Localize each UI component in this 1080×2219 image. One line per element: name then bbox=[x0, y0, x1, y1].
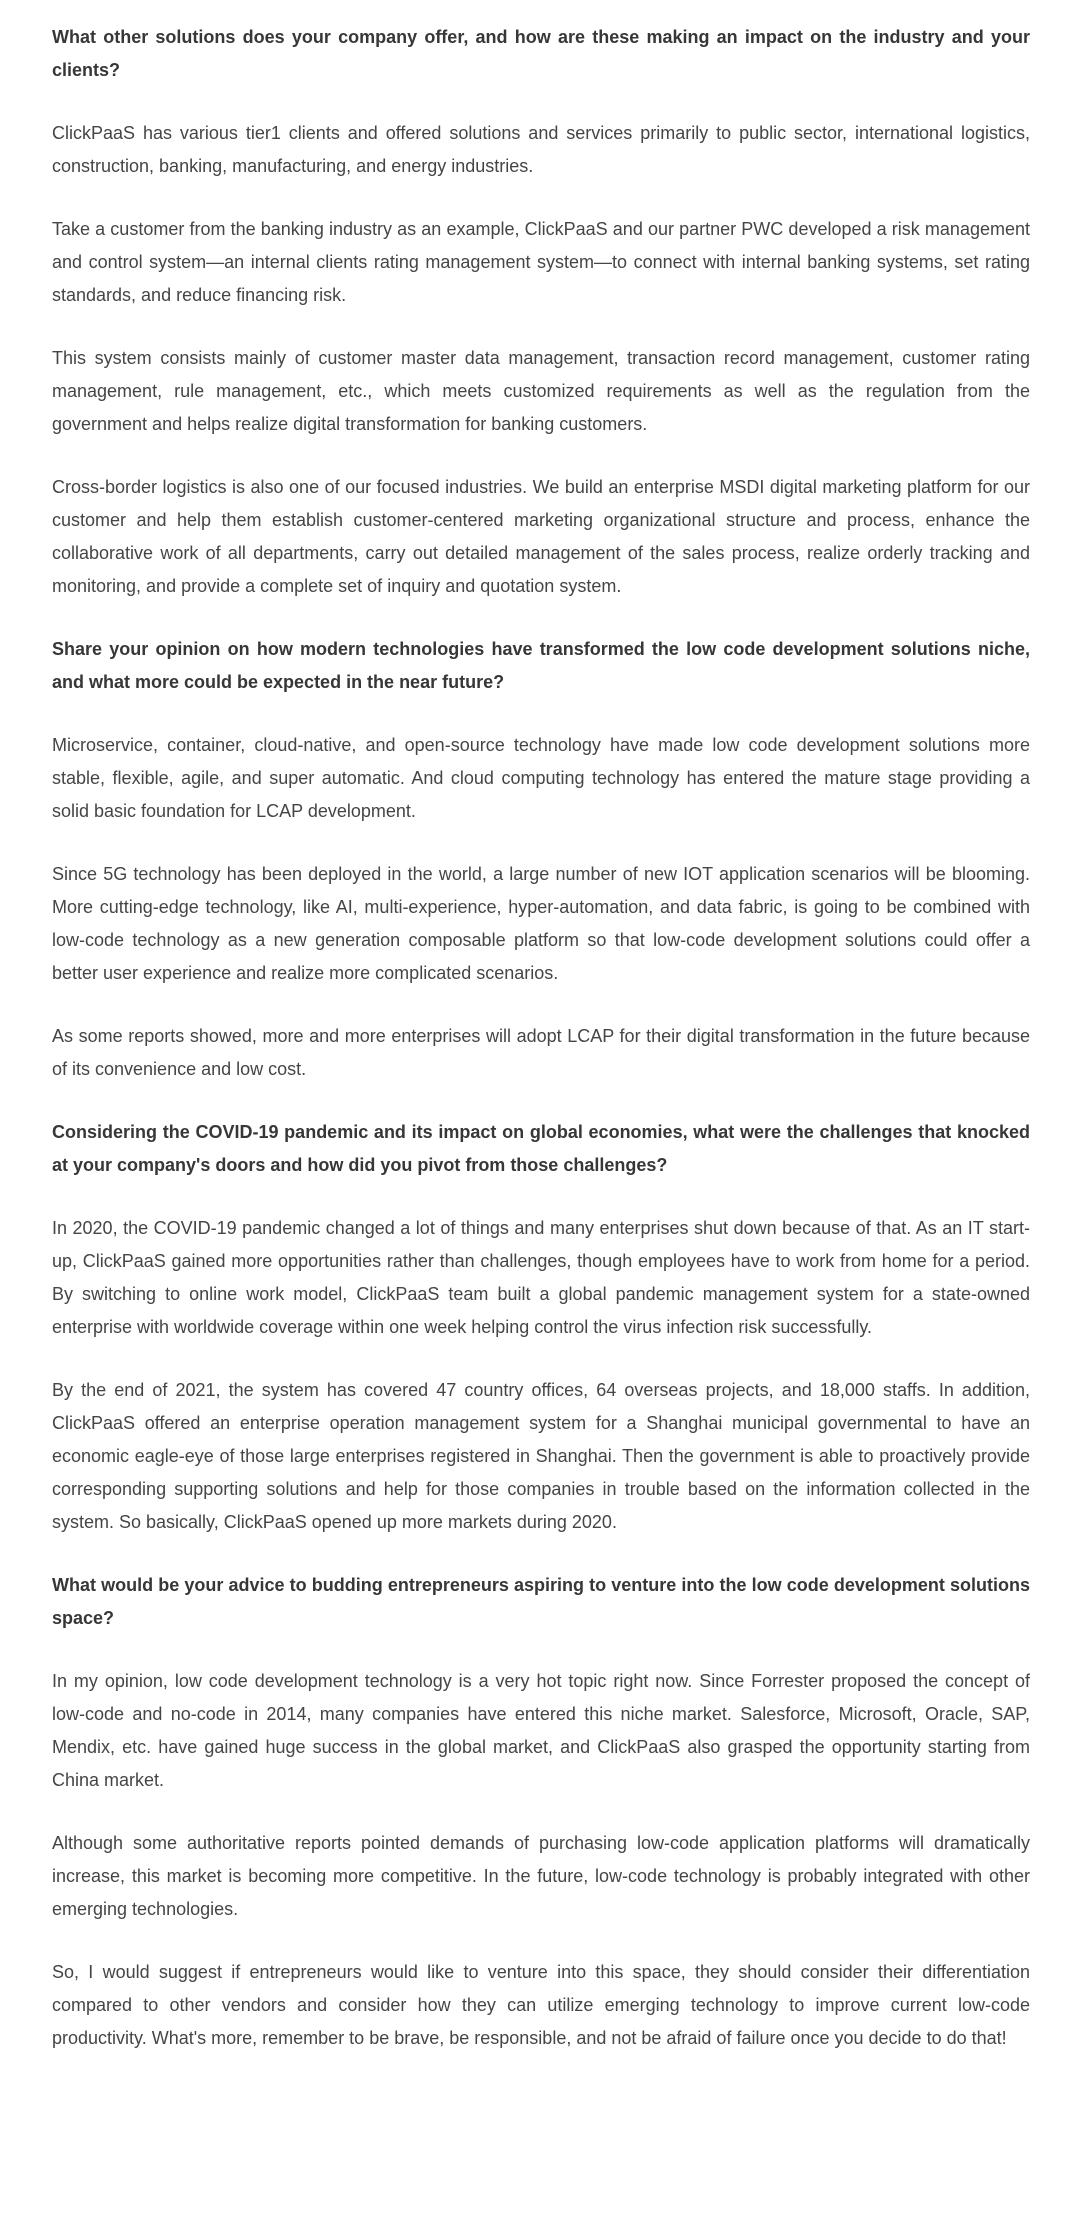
question-heading: Share your opinion on how modern technologies have transformed the low code development solutions niche, and what more could be expected in the near future? bbox=[52, 639, 1030, 692]
qa-section-covid-19 bbox=[52, 1116, 1030, 1539]
answer-paragraph: Take a customer from the banking industry as an example, ClickPaaS and our partner PWC developed a risk management and control system—an internal clients rating management system—to connect with internal banking systems, set rating standards, and reduce financing risk. bbox=[52, 219, 1030, 305]
answer-paragraph: Microservice, container, cloud-native, and open-source technology have made low code development solutions more stable, flexible, agile, and super automatic. And cloud computing technology has entered the mature stage providing a solid basic foundation for LCAP development. bbox=[52, 735, 1030, 821]
answer-paragraph: This system consists mainly of customer master data management, transaction record management, customer rating management, rule management, etc., which meets customized requirements as well as the regulation from the government and helps realize digital transformation for banking customers. bbox=[52, 348, 1030, 434]
answer-paragraph: In 2020, the COVID-19 pandemic changed a lot of things and many enterprises shut down because of that. As an IT start-up, ClickPaaS gained more opportunities rather than challenges, though employees have to work from home for a period. By switching to online work model, ClickPaaS team built a global pandemic management system for a state-owned enterprise with worldwide coverage within one week helping control the virus infection risk successfully. bbox=[52, 1218, 1030, 1337]
question-heading: What other solutions does your company offer, and how are these making an impact on the industry and your clients? bbox=[52, 27, 1030, 80]
answer-paragraph: By the end of 2021, the system has covered 47 country offices, 64 overseas projects, and 18,000 staffs. In addition, ClickPaaS offered an enterprise operation management system for a Shanghai municipal governmental to have an economic eagle-eye of those large enterprises registered in Shanghai. Then the government is able to proactively provide corresponding supporting solutions and help for those companies in trouble based on the information collected in the system. So basically, ClickPaaS opened up more markets during 2020. bbox=[52, 1380, 1030, 1532]
question-heading: What would be your advice to budding entrepreneurs aspiring to venture into the low code development solutions space? bbox=[52, 1575, 1030, 1628]
question-heading: Considering the COVID-19 pandemic and its impact on global economies, what were the challenges that knocked at your company's doors and how did you pivot from those challenges? bbox=[52, 1122, 1030, 1175]
qa-section-solutions bbox=[52, 21, 1030, 603]
qa-section-modern-technologies bbox=[52, 633, 1030, 1086]
answer-paragraph: ClickPaaS has various tier1 clients and offered solutions and services primarily to public sector, international logistics, construction, banking, manufacturing, and energy industries. bbox=[52, 123, 1030, 176]
answer-paragraph: Since 5G technology has been deployed in the world, a large number of new IOT application scenarios will be blooming. More cutting-edge technology, like AI, multi-experience, hyper-automation, and data fabric, is going to be combined with low-code technology as a new generation composable platform so that low-code development solutions could offer a better user experience and realize more complicated scenarios. bbox=[52, 864, 1030, 983]
answer-paragraph: Although some authoritative reports pointed demands of purchasing low-code application platforms will dramatically increase, this market is becoming more competitive. In the future, low-code technology is probably integrated with other emerging technologies. bbox=[52, 1833, 1030, 1919]
answer-paragraph: In my opinion, low code development technology is a very hot topic right now. Since Forrester proposed the concept of low-code and no-code in 2014, many companies have entered this niche market. Salesforce, Microsoft, Oracle, SAP, Mendix, etc. have gained huge success in the global market, and ClickPaaS also grasped the opportunity starting from China market. bbox=[52, 1671, 1030, 1790]
qa-section-advice bbox=[52, 1569, 1030, 2055]
answer-paragraph: Cross-border logistics is also one of our focused industries. We build an enterprise MSDI digital marketing platform for our customer and help them establish customer-centered marketing organizational structure and process, enhance the collaborative work of all departments, carry out detailed management of the sales process, realize orderly tracking and monitoring, and provide a complete set of inquiry and quotation system. bbox=[52, 477, 1030, 596]
answer-paragraph: As some reports showed, more and more enterprises will adopt LCAP for their digital transformation in the future because of its convenience and low cost. bbox=[52, 1026, 1030, 1079]
answer-paragraph: So, I would suggest if entrepreneurs would like to venture into this space, they should consider their differentiation compared to other vendors and consider how they can utilize emerging technology to improve current low-code productivity. What's more, remember to be brave, be responsible, and not be afraid of failure once you decide to do that! bbox=[52, 1962, 1030, 2048]
